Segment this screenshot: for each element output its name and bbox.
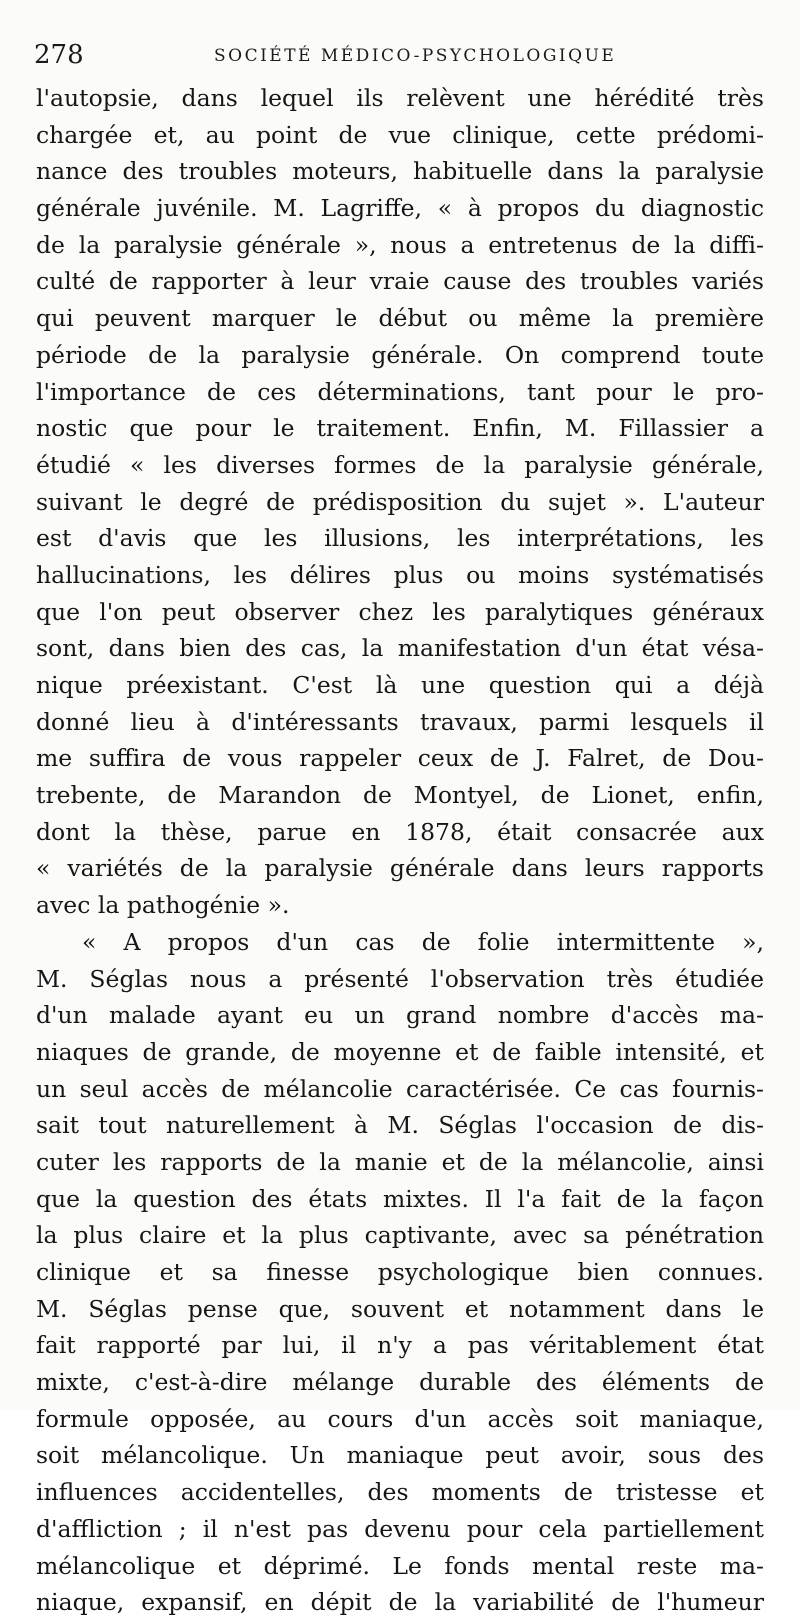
- text-line: culté de rapporter à leur vraie cause des troubles variés: [36, 267, 764, 296]
- text-line: d'un malade ayant eu un grand nombre d'accès ma-: [36, 1001, 764, 1030]
- text-line: l'importance de ces déterminations, tant pour le pro-: [36, 377, 764, 406]
- text-line: niaques de grande, de moyenne et de faible intensité, et: [36, 1037, 764, 1066]
- text-line: que l'on peut observer chez les paralytiques généraux: [36, 597, 764, 626]
- text-line: trebente, de Marandon de Montyel, de Lionet, enfin,: [36, 781, 764, 810]
- text-line: nique préexistant. C'est là une question qui a déjà: [36, 671, 764, 699]
- text-line: dont la thèse, parue en 1878, était consacrée aux: [36, 817, 764, 846]
- text-line: l'autopsie, dans lequel ils relèvent une hérédité très: [36, 84, 764, 112]
- text-line: me suffira de vous rappeler ceux de J. Falret, de Dou-: [36, 744, 764, 773]
- text-line: mélancolique et déprimé. Le fonds mental reste ma-: [36, 1551, 764, 1580]
- text-line: cuter les rapports de la manie et de la mélancolie, ainsi: [36, 1147, 764, 1176]
- paragraph-end-line: avec la pathogénie ».: [36, 891, 290, 920]
- text-line: influences accidentelles, des moments de tristesse et: [36, 1478, 764, 1507]
- text-line: niaque, expansif, en dépit de la variabilité de l'humeur: [36, 1588, 764, 1617]
- text-line: période de la paralysie générale. On comprend toute: [36, 340, 764, 369]
- text-line: nance des troubles moteurs, habituelle dans la paralysie: [36, 157, 764, 186]
- text-line: nostic que pour le traitement. Enfin, M. Fillassier a: [36, 414, 764, 443]
- text-line: la plus claire et la plus captivante, avec sa pénétration: [36, 1221, 764, 1250]
- running-title: SOCIÉTÉ MÉDICO-PSYCHOLOGIQUE: [214, 46, 617, 66]
- text-line: est d'avis que les illusions, les interprétations, les: [36, 524, 764, 553]
- body-text: [36, 80, 764, 1621]
- text-line: mixte, c'est-à-dire mélange durable des éléments de: [36, 1368, 764, 1397]
- text-line: M. Séglas pense que, souvent et notamment dans le: [36, 1294, 764, 1323]
- text-line: donné lieu à d'intéressants travaux, parmi lesquels il: [36, 707, 764, 736]
- text-line: formule opposée, au cours d'un accès soit maniaque,: [36, 1404, 764, 1433]
- text-line: suivant le degré de prédisposition du sujet ». L'auteur: [36, 487, 764, 516]
- text-line: étudié « les diverses formes de la paralysie générale,: [36, 450, 764, 479]
- paragraph-start-line: « A propos d'un cas de folie intermittente »,: [82, 927, 764, 956]
- text-line: hallucinations, les délires plus ou moins systématisés: [36, 560, 764, 589]
- running-head: [34, 40, 774, 70]
- text-line: soit mélancolique. Un maniaque peut avoir, sous des: [36, 1441, 764, 1470]
- text-line: générale juvénile. M. Lagriffe, « à propos du diagnostic: [36, 194, 764, 223]
- text-line: sont, dans bien des cas, la manifestation d'un état vésa-: [36, 634, 764, 663]
- text-line: un seul accès de mélancolie caractérisée. Ce cas fournis-: [36, 1074, 764, 1103]
- text-line: qui peuvent marquer le début ou même la première: [36, 304, 764, 333]
- text-line: de la paralysie générale », nous a entretenus de la diffi-: [36, 230, 764, 259]
- text-line: clinique et sa finesse psychologique bien connues.: [36, 1258, 764, 1286]
- text-line: que la question des états mixtes. Il l'a fait de la façon: [36, 1184, 764, 1213]
- text-line: « variétés de la paralysie générale dans leurs rapports: [36, 854, 764, 883]
- page-number: 278: [34, 40, 84, 70]
- text-line: fait rapporté par lui, il n'y a pas véritablement état: [36, 1331, 764, 1360]
- text-line: d'affliction ; il n'est pas devenu pour cela partiellement: [36, 1514, 764, 1543]
- text-line: M. Séglas nous a présenté l'observation très étudiée: [36, 964, 764, 993]
- text-line: sait tout naturellement à M. Séglas l'occasion de dis-: [36, 1111, 764, 1140]
- text-line: chargée et, au point de vue clinique, cette prédomi-: [36, 120, 764, 149]
